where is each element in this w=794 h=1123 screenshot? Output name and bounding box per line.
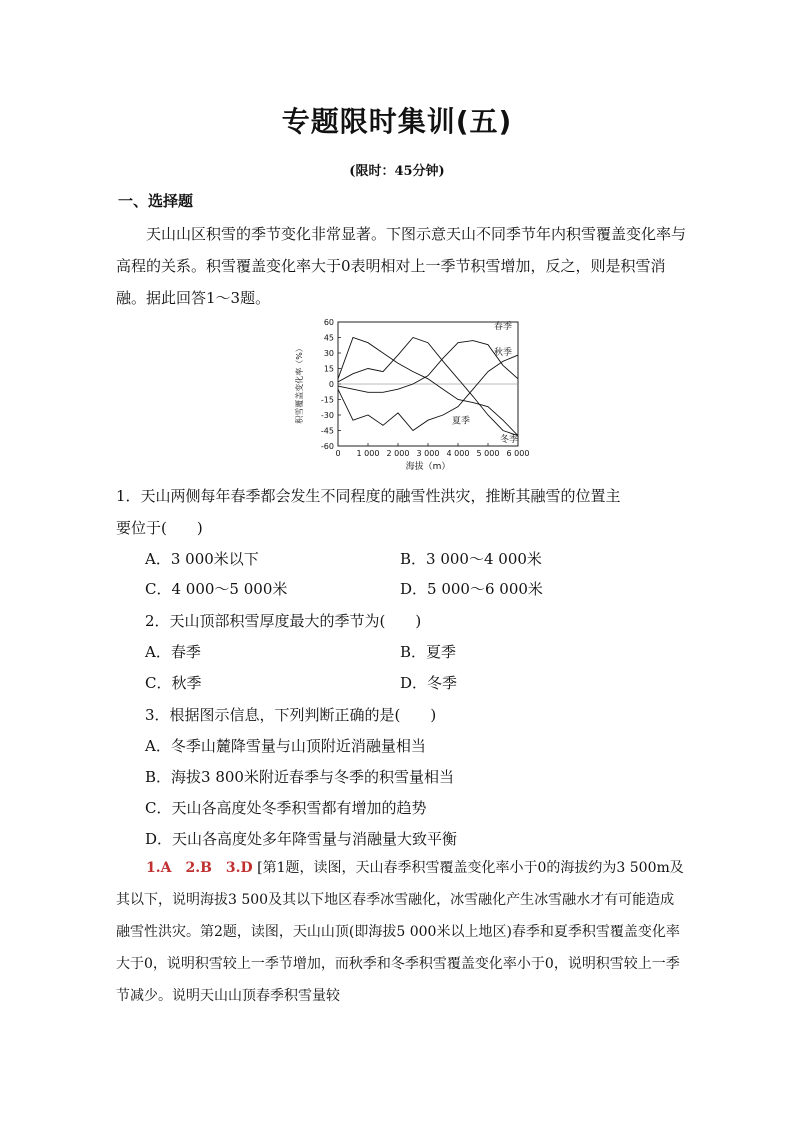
- page-title: 专题限时集训(五): [281, 105, 513, 138]
- q1-stem-line2: 要位于( ): [116, 519, 203, 537]
- q3-option-d[interactable]: D．天山各高度处多年降雪量与消融量大致平衡: [145, 830, 458, 848]
- series-line-秋季: [338, 341, 518, 393]
- x-tick-label: 5 000: [476, 449, 500, 458]
- q1-stem-line1: 1．天山两侧每年春季都会发生不同程度的融雪性洪灾，推断其融雪的位置主: [116, 487, 621, 505]
- answer-explanation: [第1题，读图，天山春季积雪覆盖变化率小于0的海拔约为3 500m及其以下，说明海拔3 500及其以下地区春季冰雪融化，冰雪融化产生冰雪融水才有可能造成融雪性洪灾。第2题，读图，天山山顶(即海拔5 000米以上地区)春季和夏季积雪覆盖变化率大于0，说明积雪较上一季节增加，而秋季和冬季积雪覆盖变化率小于0，说明积雪较上一季节减少。说明天山山顶春季积雪量较: [116, 860, 684, 1004]
- y-tick-label: -15: [320, 395, 334, 405]
- q2-stem: 2．天山顶部积雪厚度最大的季节为( ): [145, 612, 422, 630]
- x-tick-label: 0: [335, 449, 341, 458]
- x-tick-label: 2 000: [386, 449, 410, 458]
- y-axis-label: 积雪覆盖变化率（%）: [295, 344, 304, 424]
- y-tick-label: -30: [320, 411, 334, 420]
- y-tick-label: 15: [323, 364, 334, 374]
- series-label-秋季: 秋季: [494, 348, 513, 359]
- q2-option-b[interactable]: B．夏季: [400, 643, 457, 661]
- x-axis-label: 海拔（m）: [405, 462, 451, 472]
- q1-option-b[interactable]: B．3 000～4 000米: [400, 550, 542, 568]
- series-line-冬季: [338, 338, 518, 436]
- q1-option-d[interactable]: D．5 000～6 000米: [400, 580, 543, 598]
- x-tick-label: 3 000: [416, 449, 440, 458]
- y-tick-label: 0: [328, 380, 334, 389]
- q1-option-c[interactable]: C．4 000～5 000米: [145, 580, 288, 598]
- q2-option-a[interactable]: A．春季: [145, 643, 201, 661]
- q2-option-c[interactable]: C．秋季: [145, 674, 202, 692]
- y-tick-label: 60: [323, 318, 334, 327]
- q1-option-a[interactable]: A．3 000米以下: [145, 550, 259, 568]
- q3-stem: 3．根据图示信息，下列判断正确的是( ): [145, 706, 437, 724]
- q3-option-a[interactable]: A．冬季山麓降雪量与山顶附近消融量相当: [145, 737, 426, 755]
- answer-block: [116, 852, 686, 1012]
- y-tick-label: -60: [320, 442, 334, 451]
- x-tick-label: 6 000: [506, 449, 530, 458]
- q2-option-d[interactable]: D．冬季: [400, 674, 458, 692]
- series-label-夏季: 夏季: [452, 416, 471, 427]
- x-tick-label: 1 000: [356, 449, 380, 458]
- q3-option-b[interactable]: B．海拔3 800米附近春季与冬季的积雪量相当: [145, 768, 454, 786]
- q3-option-c[interactable]: C．天山各高度处冬季积雪都有增加的趋势: [145, 799, 427, 817]
- y-tick-label: 30: [323, 349, 334, 358]
- series-line-春季: [338, 338, 518, 436]
- section-heading: 一、选择题: [118, 192, 194, 210]
- series-label-春季: 春季: [494, 322, 513, 333]
- answer-keys: 1.A 2.B 3.D: [146, 860, 253, 876]
- series-label-冬季: 冬季: [500, 434, 519, 445]
- snow-cover-chart: [288, 316, 548, 476]
- x-tick-label: 4 000: [446, 449, 470, 458]
- intro-paragraph: 天山山区积雪的季节变化非常显著。下图示意天山不同季节年内积雪覆盖变化率与高程的关系。积雪覆盖变化率大于0表明相对上一季节积雪增加，反之，则是积雪消融。据此回答1～3题。: [116, 225, 687, 307]
- y-tick-label: 45: [323, 333, 334, 343]
- y-tick-label: -45: [320, 426, 334, 436]
- time-limit: (限时：45分钟): [349, 164, 445, 179]
- series-line-夏季: [338, 355, 518, 430]
